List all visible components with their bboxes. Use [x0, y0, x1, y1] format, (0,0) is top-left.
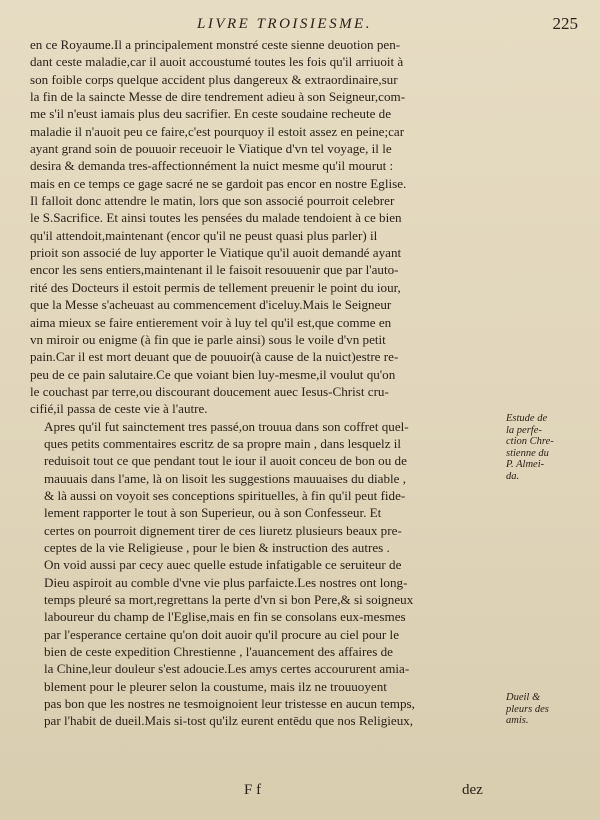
text-line: On void aussi par cecy auec quelle estude infatigable ce seruiteur de [44, 557, 402, 573]
text-line: vn miroir ou enigme (à fin que ie parle ainsi) sous le voile d'vn petit [30, 331, 386, 347]
margin-note-line: Dueil & [506, 692, 541, 703]
text-line: pas bon que les nostres ne tesmoignoient leur tristesse en aucun temps, [44, 696, 415, 712]
text-line: la fin de la saincte Messe de dire tendrement adieu à son Seigneur,com- [30, 89, 406, 105]
text-line: reduisoit tout ce que pendant tout le iour il auoit conceu de bon ou de [44, 453, 407, 469]
text-line: par l'habit de dueil.Mais si-tost qu'ilz eurent entēdu que nos Religieux, [44, 713, 414, 729]
text-line: le S.Sacrifice. Et ainsi toutes les pensées du malade tendoient à ce bien [30, 210, 402, 226]
text-line: rité des Docteurs il estoit permis de tellement preuenir le point du iour, [30, 279, 401, 295]
text-line: qu'il attendoit,maintenant (encor qu'il ne peust quasi plus parler) il [30, 227, 378, 243]
page-number: 225 [552, 14, 578, 33]
text-line: Il falloit donc attendre le matin, lors que son associé pourroit celebrer [30, 193, 395, 209]
text-line: le couchast par terre,ou discourant doucement auec Iesus-Christ cru- [30, 383, 389, 399]
margin-note-line: pleurs des [506, 703, 549, 715]
body-text [30, 36, 500, 730]
text-line: la Chine,leur douleur s'est adoucie.Les amys certes accoururent amia- [44, 661, 410, 677]
paragraph [30, 418, 500, 730]
catchword: dez [462, 782, 483, 798]
text-line: ayant grand soin de pouuoir receuoir le Viatique d'vn tel voyage, il le [30, 141, 392, 157]
margin-note-line: la perfe- [506, 424, 542, 436]
text-line: cifié,il passa de ceste vie à l'autre. [30, 401, 208, 417]
text-line: Dieu aspiroit au comble d'vne vie plus parfaicte.Les nostres ont long- [44, 574, 408, 590]
signature-mark: F f [244, 782, 262, 798]
text-line: ceptes de la vie Religieuse , pour le bien & instruction des autres . [44, 539, 390, 555]
text-line: temps pleuré sa mort,regrettans la perte d'vn si bon Pere,& si soigneux [44, 592, 414, 607]
margin-note-line: Estude de [506, 413, 548, 424]
text-line: son foible corps quelque accident plus dangereux & extraordinaire,sur [30, 71, 398, 87]
text-line: desira & demanda tres-affectionnément la nuict mesme qu'il mourut : [30, 158, 394, 174]
text-line: en ce Royaume.Il a principalement monstré ceste sienne deuotion pen- [30, 37, 401, 52]
text-line: blement pour le pleurer selon la coustume, mais ilz ne trouuoyent [44, 678, 387, 694]
page-header [32, 14, 592, 36]
text-line: me s'il n'eust iamais plus deu sacrifier. En ceste soudaine recheute de [30, 106, 392, 122]
text-line: peu de ce pain salutaire.Ce que voiant bien luy-mesme,il voulut qu'on [30, 366, 396, 382]
text-line: certes on pourroit dignement tirer de ces liuretz plusieurs beaux pre- [44, 522, 402, 538]
text-line: bien de ceste expedition Chrestienne , l'auancement des affaires de [44, 644, 393, 660]
text-line: par l'esperance certaine qu'on doit auoir qu'il procure au ciel pour le [44, 626, 400, 642]
paragraph [30, 36, 500, 418]
margin-note-line: stienne du [506, 447, 549, 459]
text-line: que la Messe s'acheuast au commencement d'iceluy.Mais le Seigneur [30, 297, 392, 313]
text-line: dant ceste maladie,car il auoit accoustumé toutes les fois qu'il arriuoit à [30, 54, 404, 70]
margin-note [506, 692, 586, 727]
running-title: LIVRE TROISIESME. [197, 16, 372, 32]
text-line: pain.Car il est mort deuant que de pouuoir(à cause de la nuict)estre re- [30, 349, 399, 365]
text-line: aima mieux se faire entierement voir à luy tel qu'il est,que comme en [30, 314, 392, 330]
margin-note-line: ction Chre- [506, 436, 554, 447]
text-line: Apres qu'il fut sainctement tres passé,on trouua dans son coffret quel- [44, 418, 409, 434]
margin-note [506, 413, 586, 482]
text-line: lement rapporter le tout à son Superieur, ou à son Confesseur. Et [44, 505, 382, 521]
margin-note-line: amis. [506, 715, 529, 726]
margin-note-line: P. Almei- [506, 459, 545, 470]
text-line: mais en ce temps ce gage sacré ne se gardoit pas encor en nostre Eglise. [30, 175, 407, 191]
text-line: ques petits commentaires escritz de sa propre main , dans lesquelz il [44, 435, 402, 451]
text-line: mauuais dans l'ame, là on lisoit les suggestions mauuaises du diable , [44, 470, 407, 486]
margin-note-line: da. [506, 470, 520, 482]
text-line: maladie il n'auoit peu ce faire,c'est pourquoy il estoit assez en peine;car [30, 123, 405, 139]
text-line: laboureur du champ de l'Eglise,mais en fin se consolans eux-mesmes [44, 609, 406, 625]
text-line: & là aussi on voyoit ses conceptions spirituelles, à fin qu'il peut fide- [44, 487, 406, 503]
text-line: prioit son associé de luy apporter le Viatique qu'il auoit demandé ayant [30, 245, 402, 261]
text-line: encor les sens entiers,maintenant il le faisoit resouuenir que par l'auto- [30, 262, 399, 278]
